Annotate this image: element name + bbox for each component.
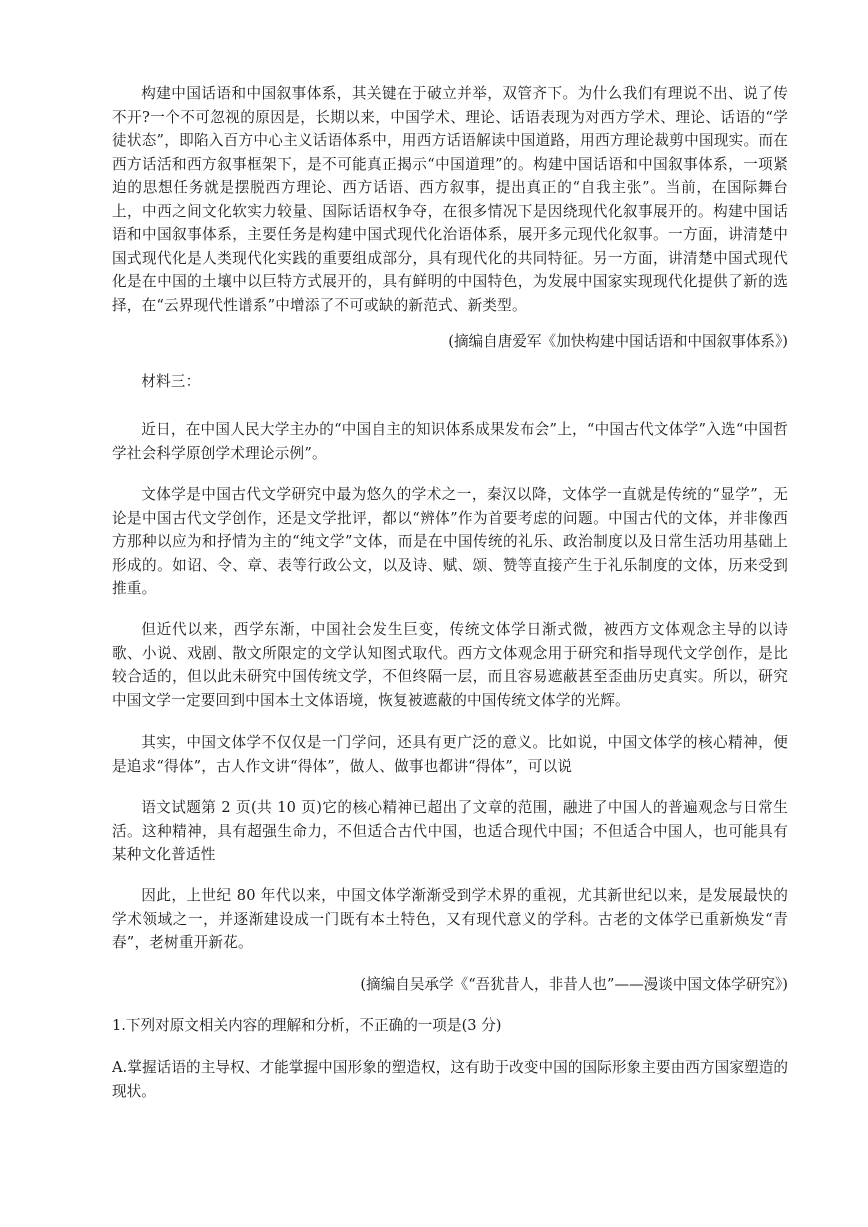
question-1-option-a: A.掌握话语的主导权、才能掌握中国形象的塑造权，这有助于改变中国的国际形象主要由西方国家塑造的现状。 [112, 1059, 788, 1100]
paragraph-material-three-1: 近日，在中国人民大学主办的“中国自主的知识体系成果发布会”上，“中国古代文体学”入选“中国哲学社会科学原创学术理论示例”。 [112, 421, 788, 462]
paragraph-material-two-body: 构建中国话语和中国叙事体系，其关键在于破立并举，双管齐下。为什么我们有理说不出、说了传不开?一个不可忽视的原因是，长期以来，中国学术、理论、话语表现为对西方学术、理论、话语的“学徒状态”，即陷入百方中心主义话语体系中，用西方话语解读中国道路，用西方理论裁剪中国现实。而在西方话活和西方叙事框架下，是不可能真正揭示“中国道理”的。构建中国话语和中国叙事体系，一项紧迫的思想任务就是摆脱西方理论、西方话语、西方叙事，提出真正的“自我主张”。当前，在国际舞台上，中西之间文化软实力较量、国际话语权争夺，在很多情况下是因绕现代化叙事展开的。构建中国话语和中国叙事体系，主要任务是构建中国式现代化治语体系，展开多元现代化叙事。一方面，讲清楚中国式现代化是人类现代化实践的重要组成部分，具有现代化的共同特征。另一方面，讲清楚中国式现代化是在中国的土壤中以巨特方式展开的，具有鲜明的中国特色，为发展中国家实现现代化提供了新的选择，在“云界现代性谱系”中增添了不可或缺的新范式、新类型。 [112, 85, 788, 314]
paragraph-material-three-5: 语文试题第 2 页(共 10 页)它的核心精神已超出了文章的范围，融进了中国人的普遍观念与日常生活。这种精神，具有超强生命力，不但适合古代中国，也适合现代中国；不但适合中国人，也可能具有某种文化普适性 [112, 799, 788, 863]
material-three-heading: 材料三： [141, 373, 201, 390]
question-1-stem: 1.下列对原文相关内容的理解和分析，不正确的一项是(3 分) [112, 1017, 502, 1034]
paragraph-material-three-3: 但近代以来，西学东渐，中国社会发生巨变，传统文体学日渐式微，被西方文体观念主导的以诗歌、小说、戏剧、散文所限定的文学认知图式取代。西方文体观念用于研究和指导现代文学创作，是比较合适的，但以此未研究中国传统文学，不但终隔一层，而且容易遮蔽甚至歪曲历史真实。所以，研究中国文学一定要回到中国本土文体语境，恢复被遮蔽的中国传统文体学的光辉。 [112, 621, 788, 709]
paragraph-material-three-4: 其实，中国文体学不仅仅是一门学问，还具有更广泛的意义。比如说，中国文体学的核心精神，便是追求“得体”，古人作文讲“得体”，做人、做事也都讲“得体”，可以说 [112, 734, 788, 775]
paragraph-material-three-2: 文体学是中国古代文学研究中最为悠久的学术之一，秦汉以降，文体学一直就是传统的“显学”，无论是中国古代文学创作，还是文学批评，都以“辨体”作为首要考虑的问题。中国古代的文体，并非像西方那种以应为和抒情为主的“纯文学”文体，而是在中国传统的礼乐、政治制度以及日常生活功用基础上形成的。如诏、令、章、表等行政公文，以及诗、赋、颂、赞等直接产生于礼乐制度的文体，历来受到推重。 [112, 486, 788, 597]
paragraph-material-three-6: 因此，上世纪 80 年代以来，中国文体学渐渐受到学术界的重视，尤其新世纪以来，是发展最快的学术领域之一，并逐渐建设成一门既有本土特色，又有现代意义的学科。古老的文体学已重新焕发“青春”，老树重开新花。 [112, 887, 788, 951]
source-citation-1: (摘编自唐爱军《加快构建中国话语和中国叙事体系》) [448, 333, 788, 350]
source-citation-2: (摘编自吴承学《“吾犹昔人，非昔人也”——漫谈中国文体学研究》) [360, 976, 788, 993]
